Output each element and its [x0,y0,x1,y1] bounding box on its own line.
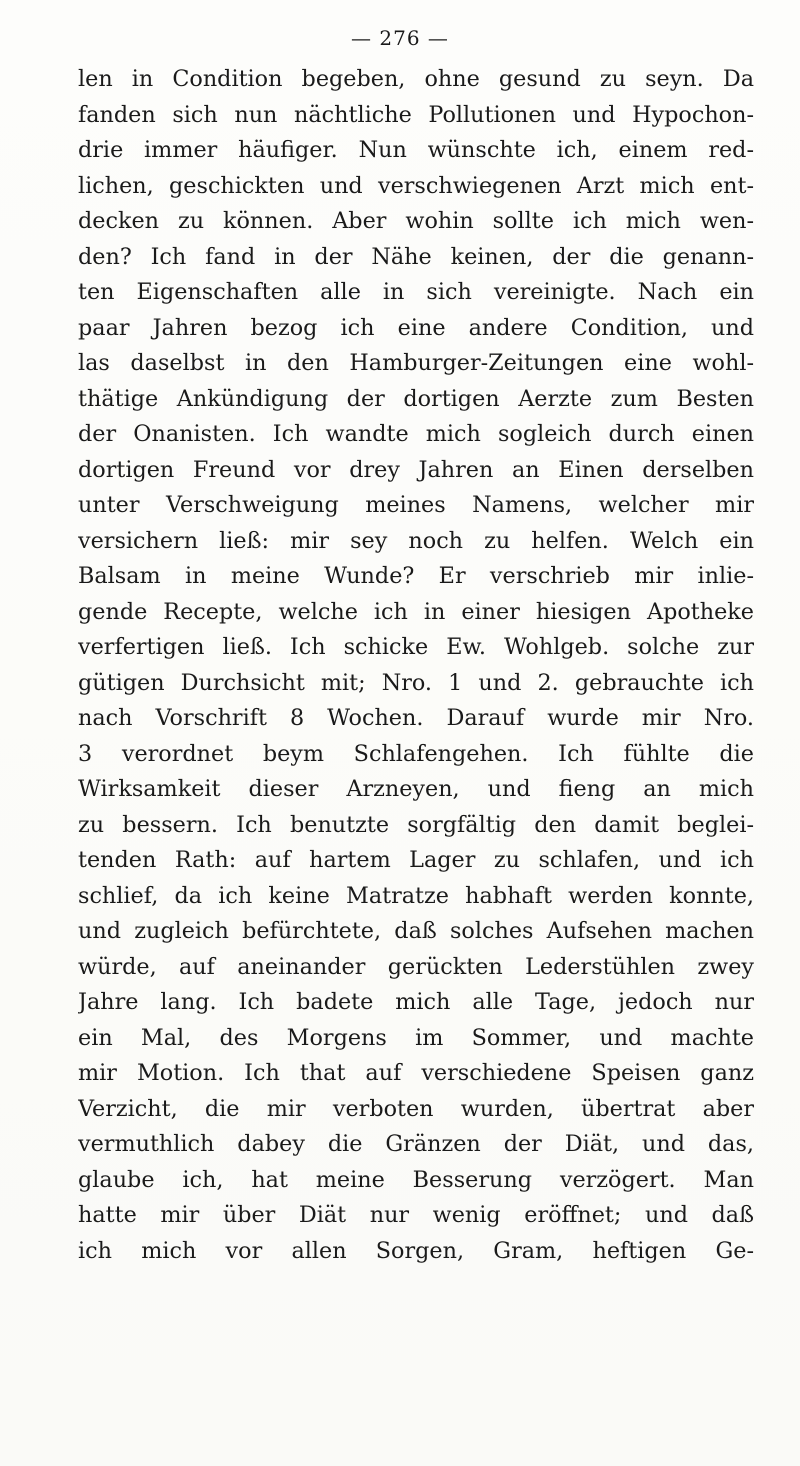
text-line: unter Verschweigung meines Namens, welcher mir [78,492,754,518]
text-line: Balsam in meine Wunde? Er verschrieb mir inlie- [78,563,754,589]
text-line: den? Ich fand in der Nähe keinen, der die genann- [78,243,754,270]
text-line: und zugleich befürchtete, daß solches Aufsehen machen [78,918,754,944]
body-text [78,62,754,1269]
text-line: thätige Ankündigung der dortigen Aerzte zum Besten [78,385,754,412]
text-line: würde, auf aneinander gerückten Lederstühlen zwey [78,953,754,980]
text-line: ten Eigenschaften alle in sich vereinigte. Nach ein [78,279,754,305]
text-line: Jahre lang. Ich badete mich alle Tage, jedoch nur [78,989,754,1015]
text-line: nach Vorschrift 8 Wochen. Darauf wurde mir Nro. [78,705,754,731]
text-line: verfertigen ließ. Ich schicke Ew. Wohlgeb. solche zur [78,634,754,660]
text-line: len in Condition begeben, ohne gesund zu seyn. Da [78,66,754,92]
text-line: ein Mal, des Morgens im Sommer, und machte [78,1024,754,1051]
text-line: mir Motion. Ich that auf verschiedene Speisen ganz [78,1060,754,1086]
text-line: fanden sich nun nächtliche Pollutionen und Hypochon- [78,101,754,128]
text-line: versichern ließ: mir sey noch zu helfen. Welch ein [78,527,754,554]
page-number: — 276 — [351,26,449,50]
text-line: lichen, geschickten und verschwiegenen Arzt mich ent- [78,172,754,199]
text-line: gende Recepte, welche ich in einer hiesigen Apotheke [78,598,754,625]
text-line: hatte mir über Diät nur wenig eröffnet; und daß [78,1202,754,1228]
text-line: der Onanisten. Ich wandte mich sogleich durch einen [78,421,754,447]
text-line: decken zu können. Aber wohin sollte ich mich wen- [78,208,754,234]
text-line: paar Jahren bezog ich eine andere Condition, und [78,314,754,341]
text-line: zu bessern. Ich benutzte sorgfältig den damit beglei- [78,811,754,838]
text-line: dortigen Freund vor drey Jahren an Einen derselben [78,456,754,483]
text-line: drie immer häufiger. Nun wünschte ich, einem red- [78,137,754,163]
text-line: glaube ich, hat meine Besserung verzögert. Man [78,1166,754,1193]
text-line: schlief, da ich keine Matratze habhaft werden konnte, [78,882,754,909]
text-line: ich mich vor allen Sorgen, Gram, heftigen Ge- [78,1237,754,1264]
text-line: Verzicht, die mir verboten wurden, übertrat aber [78,1095,754,1122]
text-line: tenden Rath: auf hartem Lager zu schlafen, und ich [78,847,754,873]
text-line: las daselbst in den Hamburger-Zeitungen eine wohl- [78,350,754,376]
text-line: Wirksamkeit dieser Arzneyen, und fieng an mich [78,776,754,802]
text-line: 3 verordnet beym Schlafengehen. Ich fühlte die [78,740,754,767]
text-line: gütigen Durchsicht mit; Nro. 1 und 2. gebrauchte ich [78,669,754,696]
text-line: vermuthlich dabey die Gränzen der Diät, und das, [78,1131,754,1157]
